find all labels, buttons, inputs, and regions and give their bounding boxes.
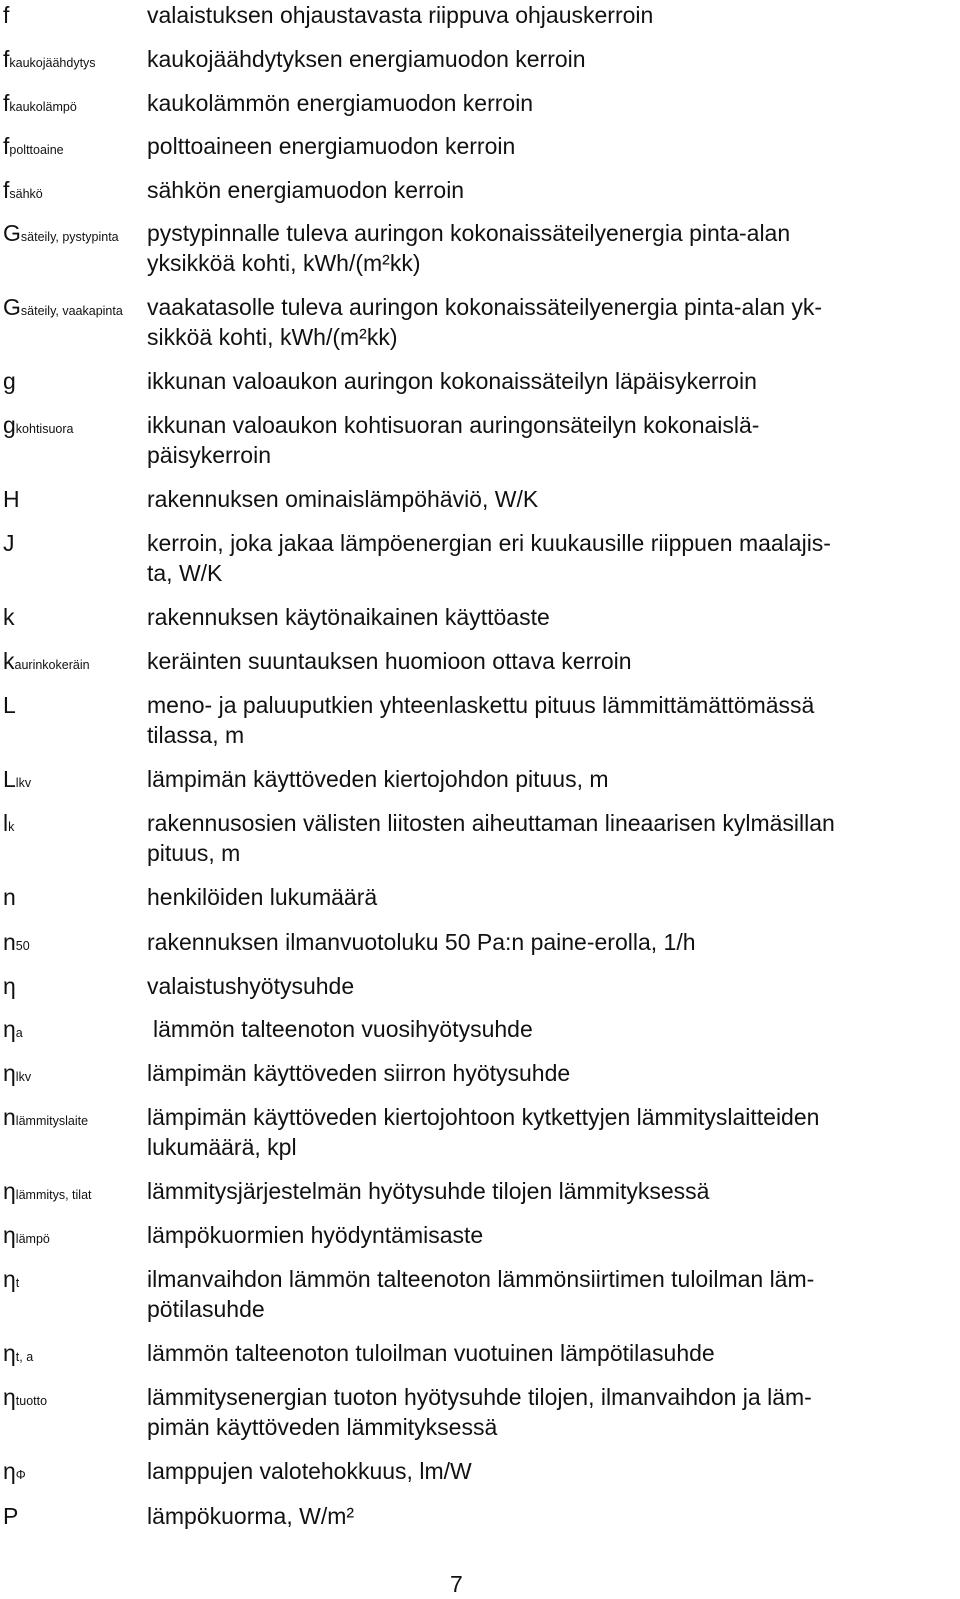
symbol-subscript: lämmitys, tilat — [15, 1188, 92, 1202]
symbol-subscript: aurinkokeräin — [14, 658, 90, 672]
entry-description — [147, 808, 944, 868]
entry-symbol — [3, 484, 20, 514]
description-line: kaukojäähdytyksen energiamuodon kerroin — [147, 46, 586, 72]
description-line: ta, W/K — [147, 560, 223, 586]
symbol-main: L — [3, 692, 16, 718]
description-line: rakennuksen käytönaikainen käyttöaste — [147, 604, 550, 630]
entry-symbol — [3, 175, 43, 209]
entry-description — [147, 1176, 944, 1206]
entry-description — [147, 484, 944, 514]
symbol-main: G — [3, 294, 21, 320]
symbol-subscript: t — [15, 1276, 20, 1290]
description-line: valaistushyötysuhde — [147, 973, 355, 999]
description-line: lämmitysenergian tuoton hyötysuhde tilojen, ilmanvaihdon ja läm- — [147, 1384, 812, 1410]
symbol-main: η — [3, 1016, 16, 1042]
entry-description — [147, 1220, 944, 1250]
symbol-main: G — [3, 220, 21, 246]
symbol-subscript: a — [15, 1026, 23, 1040]
description-line: sikköä kohti, kWh/(m²kk) — [147, 324, 398, 350]
symbol-subscript: lämpö — [15, 1232, 50, 1246]
symbol-main: l — [3, 810, 9, 836]
symbol-main: n — [3, 884, 16, 910]
description-line: rakennusosien välisten liitosten aiheuttaman lineaarisen kylmäsillan — [147, 810, 835, 836]
description-line: vaakatasolle tuleva auringon kokonaissäteilyenergia pinta-alan yk- — [147, 294, 823, 320]
entry-description — [147, 1382, 944, 1442]
symbol-subscript: säteily, pystypinta — [20, 230, 119, 244]
description-line: rakennuksen ominaislämpöhäviö, W/K — [147, 486, 539, 512]
description-line: ilmanvaihdon lämmön talteenoton lämmönsiirtimen tuloilman läm- — [147, 1266, 815, 1292]
symbol-main: η — [3, 1178, 16, 1204]
entry-description — [147, 528, 944, 588]
entry-description — [147, 0, 944, 30]
entry-symbol — [3, 1338, 33, 1372]
entry-description — [147, 602, 944, 632]
entry-symbol — [3, 528, 15, 558]
description-line: ikkunan valoaukon auringon kokonaissäteilyn läpäisykerroin — [147, 368, 757, 394]
entry-description — [147, 1338, 944, 1368]
entry-symbol — [3, 0, 9, 30]
description-line: yksikköä kohti, kWh/(m²kk) — [147, 250, 421, 276]
entry-symbol — [3, 1456, 26, 1490]
symbol-main: L — [3, 766, 16, 792]
symbol-main: n — [3, 1104, 16, 1130]
entry-symbol — [3, 1264, 19, 1298]
symbol-main: f — [3, 133, 10, 159]
entry-description — [147, 131, 944, 161]
entry-description — [147, 292, 944, 352]
symbol-main: J — [3, 530, 15, 556]
entry-description — [147, 646, 944, 676]
symbol-main: g — [3, 412, 16, 438]
entry-symbol — [3, 88, 77, 122]
symbol-subscript: sähkö — [9, 187, 43, 201]
entry-description — [147, 366, 944, 396]
symbol-subscript: lkv — [15, 1070, 32, 1084]
symbol-main: η — [3, 1340, 16, 1366]
symbol-subscript: kohtisuora — [15, 422, 74, 436]
entry-symbol — [3, 1102, 88, 1136]
entry-symbol — [3, 882, 16, 912]
entry-description — [147, 410, 944, 470]
symbol-main: g — [3, 368, 16, 394]
entry-symbol — [3, 131, 64, 165]
symbol-main: η — [3, 973, 16, 999]
entry-description — [147, 764, 944, 794]
symbol-main: k — [3, 604, 15, 630]
entry-symbol — [3, 690, 16, 720]
symbol-subscript: kaukojäähdytys — [9, 56, 96, 70]
entry-symbol — [3, 410, 73, 444]
description-line: henkilöiden lukumäärä — [147, 884, 378, 910]
symbol-subscript: polttoaine — [9, 143, 64, 157]
entry-description — [147, 1456, 944, 1486]
entry-symbol — [3, 1382, 47, 1416]
description-line: keräinten suuntauksen huomioon ottava kerroin — [147, 648, 632, 674]
description-line: sähkön energiamuodon kerroin — [147, 177, 465, 203]
description-line: pimän käyttöveden lämmityksessä — [147, 1414, 498, 1440]
entry-symbol — [3, 1501, 18, 1531]
description-line: pötilasuhde — [147, 1296, 265, 1322]
description-line: lämmitysjärjestelmän hyötysuhde tilojen lämmityksessä — [147, 1178, 710, 1204]
description-line: rakennuksen ilmanvuotoluku 50 Pa:n paine-erolla, 1/h — [147, 929, 696, 955]
description-line: pituus, m — [147, 840, 241, 866]
entry-symbol — [3, 366, 16, 396]
entry-description — [147, 1058, 944, 1088]
entry-description — [153, 1014, 950, 1044]
description-line: lämpimän käyttöveden siirron hyötysuhde — [147, 1060, 571, 1086]
entry-description — [147, 971, 944, 1001]
entry-symbol — [3, 764, 31, 798]
entry-description — [147, 1264, 944, 1324]
symbol-subscript: k — [8, 820, 15, 834]
description-line: kaukolämmön energiamuodon kerroin — [147, 90, 534, 116]
symbol-subscript: 50 — [15, 939, 30, 953]
description-line: lamppujen valotehokkuus, lm/W — [147, 1458, 472, 1484]
description-line: lämpökuormien hyödyntämisaste — [147, 1222, 484, 1248]
symbol-main: H — [3, 486, 20, 512]
description-line: kerroin, joka jakaa lämpöenergian eri kuukausille riippuen maalajis- — [147, 530, 831, 556]
entry-symbol — [3, 1176, 92, 1210]
description-line: tilassa, m — [147, 722, 245, 748]
description-line: meno- ja paluuputkien yhteenlaskettu pituus lämmittämättömässä — [147, 692, 815, 718]
description-line: ikkunan valoaukon kohtisuoran auringonsäteilyn kokonaislä- — [147, 412, 760, 438]
entry-description — [147, 1102, 944, 1162]
symbol-main: n — [3, 929, 16, 955]
symbol-main: f — [3, 46, 10, 72]
entry-description — [147, 882, 944, 912]
entry-symbol — [3, 646, 90, 680]
symbol-main: η — [3, 1060, 16, 1086]
symbol-main: f — [3, 90, 10, 116]
description-line: päisykerroin — [147, 442, 271, 468]
entry-description — [147, 44, 944, 74]
description-line: lämpökuorma, W/m² — [147, 1503, 355, 1529]
symbol-main: f — [3, 2, 10, 28]
entry-description — [147, 927, 944, 957]
description-line: pystypinnalle tuleva auringon kokonaissäteilyenergia pinta-alan — [147, 220, 791, 246]
entry-symbol — [3, 602, 15, 632]
entry-description — [147, 1501, 944, 1531]
description-line: lämpimän käyttöveden kiertojohtoon kytkettyjen lämmityslaitteiden — [147, 1104, 820, 1130]
entry-symbol — [3, 44, 96, 78]
symbol-main: P — [3, 1503, 19, 1529]
description-line: polttoaineen energiamuodon kerroin — [147, 133, 516, 159]
symbol-subscript: lkv — [15, 776, 32, 790]
symbol-subscript: tuotto — [15, 1394, 48, 1408]
description-line: lämpimän käyttöveden kiertojohdon pituus, m — [147, 766, 609, 792]
entry-symbol — [3, 1014, 23, 1048]
description-line: lämmön talteenoton tuloilman vuotuinen lämpötilasuhde — [147, 1340, 715, 1366]
symbol-subscript: lämmityslaite — [15, 1114, 89, 1128]
description-line: valaistuksen ohjaustavasta riippuva ohjauskerroin — [147, 2, 654, 28]
entry-symbol — [3, 1058, 31, 1092]
symbol-main: k — [3, 648, 15, 674]
entry-description — [147, 690, 944, 750]
description-line: lukumäärä, kpl — [147, 1134, 297, 1160]
symbol-subscript: kaukolämpö — [9, 100, 77, 114]
entry-symbol — [3, 292, 123, 326]
entry-description — [147, 175, 944, 205]
symbol-subscript: Φ — [15, 1468, 26, 1482]
symbol-main: η — [3, 1458, 16, 1484]
entry-description — [147, 88, 944, 118]
description-line: lämmön talteenoton vuosihyötysuhde — [153, 1016, 533, 1042]
symbol-main: f — [3, 177, 10, 203]
entry-symbol — [3, 808, 14, 842]
entry-symbol — [3, 927, 30, 961]
entry-symbol — [3, 971, 16, 1001]
page-number: 7 — [450, 1571, 463, 1597]
symbol-main: η — [3, 1222, 16, 1248]
entry-symbol — [3, 218, 119, 252]
symbol-subscript: säteily, vaakapinta — [20, 304, 123, 318]
entry-symbol — [3, 1220, 50, 1254]
symbol-main: η — [3, 1266, 16, 1292]
symbol-subscript: t, a — [15, 1350, 34, 1364]
symbol-main: η — [3, 1384, 16, 1410]
entry-description — [147, 218, 944, 278]
